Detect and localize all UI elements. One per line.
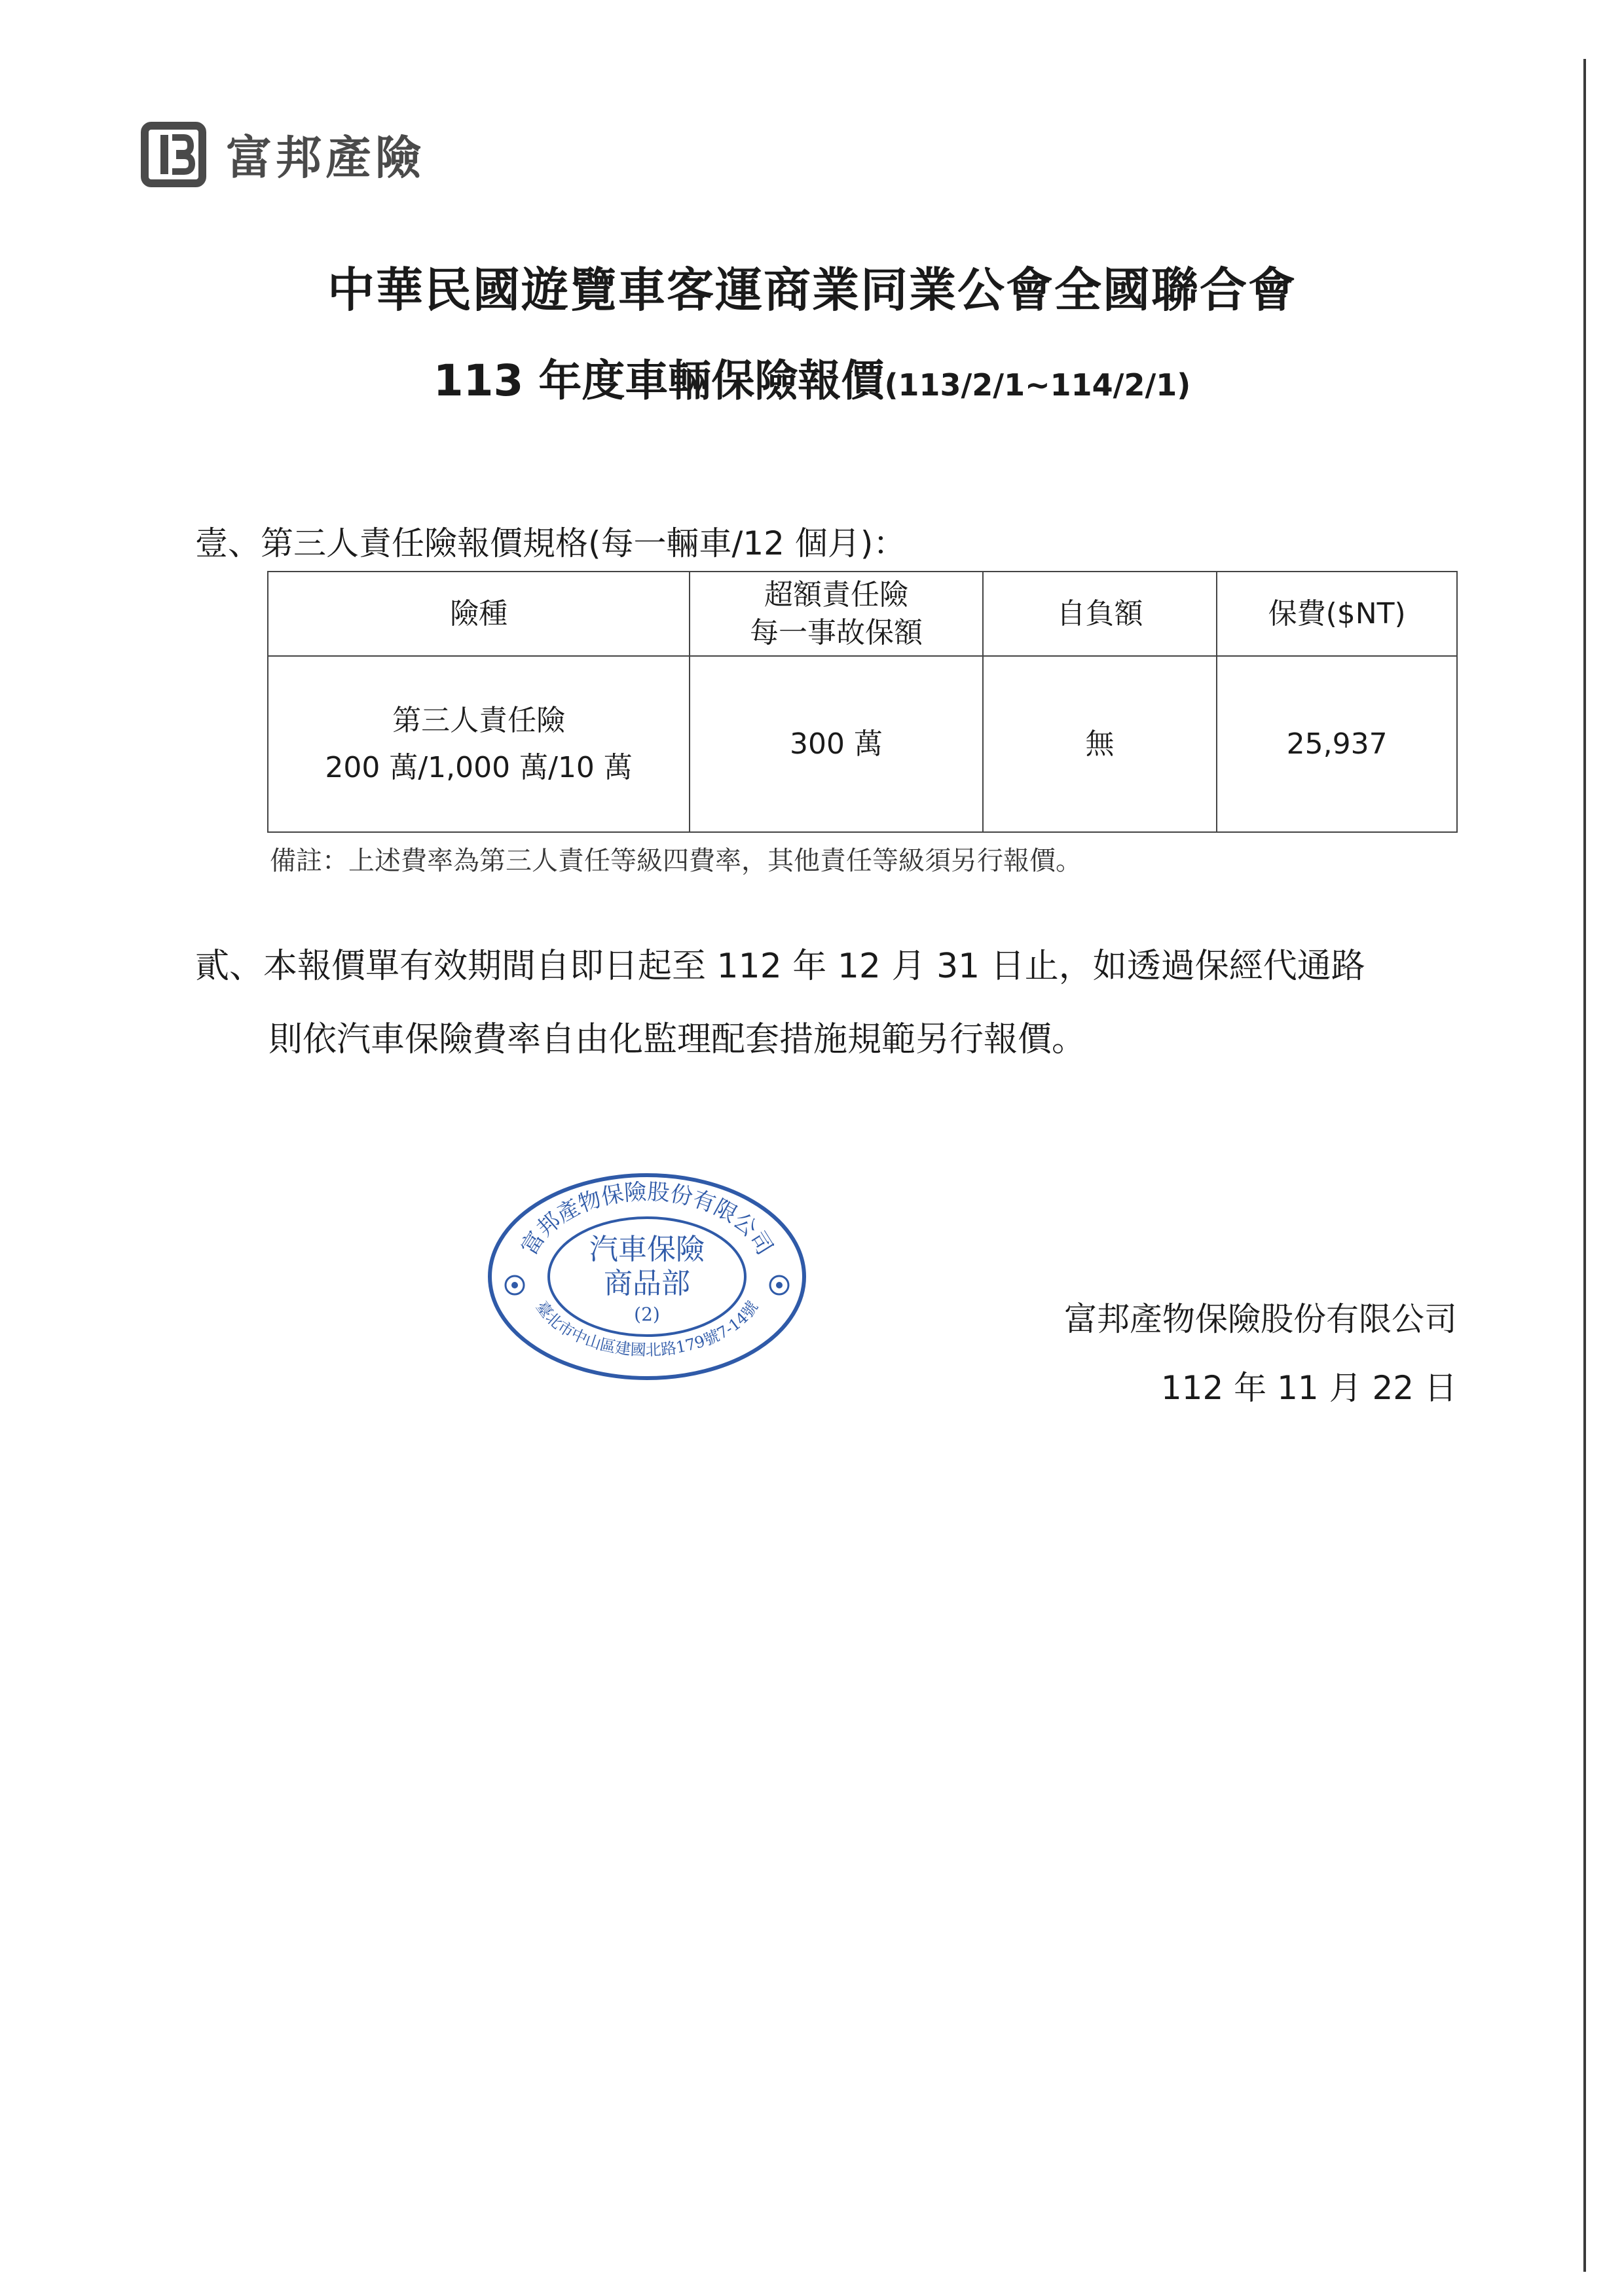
table-row	[268, 656, 1457, 832]
document-subtitle	[0, 346, 1624, 408]
seal-outer-text: 富邦產物保險股份有限公司	[516, 1178, 778, 1260]
section2-line1: 貳、本報價單有效期間自即日起至 112 年 12 月 31 日止，如透過保經代通路	[195, 947, 1365, 986]
cell-type-line2: 200 萬/1,000 萬/10 萬	[325, 750, 633, 784]
cell-excess: 300 萬	[690, 656, 982, 832]
header-excess-line1: 超額責任險	[764, 577, 909, 611]
seal-flower-left-icon	[506, 1276, 524, 1294]
cell-premium: 25,937	[1217, 656, 1457, 832]
table-header-row	[268, 572, 1457, 656]
seal-address: 臺北市中山區建國北路179號7-14號	[532, 1298, 762, 1360]
quote-table	[267, 571, 1458, 833]
fubon-logo-icon	[141, 122, 206, 187]
subtitle-main: 113 年度車輛保險報價	[433, 355, 885, 406]
seal-inner-line1: 汽車保險	[589, 1233, 705, 1266]
seal-number: (2)	[634, 1303, 660, 1325]
section1-heading: 壹、第三人責任險報價規格(每一輛車/12 個月)：	[195, 524, 906, 562]
header-premium: 保費($NT)	[1217, 572, 1457, 656]
seal-inner-line2: 商品部	[604, 1267, 690, 1300]
subtitle-date-range: (113/2/1~114/2/1)	[884, 367, 1191, 403]
cell-insurance-type	[268, 656, 690, 832]
signature-company: 富邦產物保險股份有限公司	[1064, 1300, 1457, 1338]
document-title: 中華民國遊覽車客運商業同業公會全國聯合會	[327, 263, 1297, 318]
table-note: 備註：上述費率為第三人責任等級四費率，其他責任等級須另行報價。	[270, 846, 1082, 876]
section2-line2: 則依汽車保險費率自由化監理配套措施規範另行報價。	[268, 1020, 1086, 1059]
header-excess-liability	[690, 572, 982, 656]
seal-flower-right-icon	[770, 1276, 788, 1294]
header-excess-line2: 每一事故保額	[750, 615, 923, 649]
signature-date: 112 年 11 月 22 日	[1160, 1369, 1457, 1407]
company-seal-stamp	[483, 1169, 811, 1385]
section2-paragraph	[195, 930, 1365, 1076]
header-insurance-type: 險種	[268, 572, 690, 656]
logo-text: 富邦產險	[226, 131, 425, 185]
cell-deductible: 無	[983, 656, 1217, 832]
header-deductible: 自負額	[983, 572, 1217, 656]
cell-type-line1: 第三人責任險	[392, 703, 566, 737]
company-logo	[141, 121, 425, 187]
